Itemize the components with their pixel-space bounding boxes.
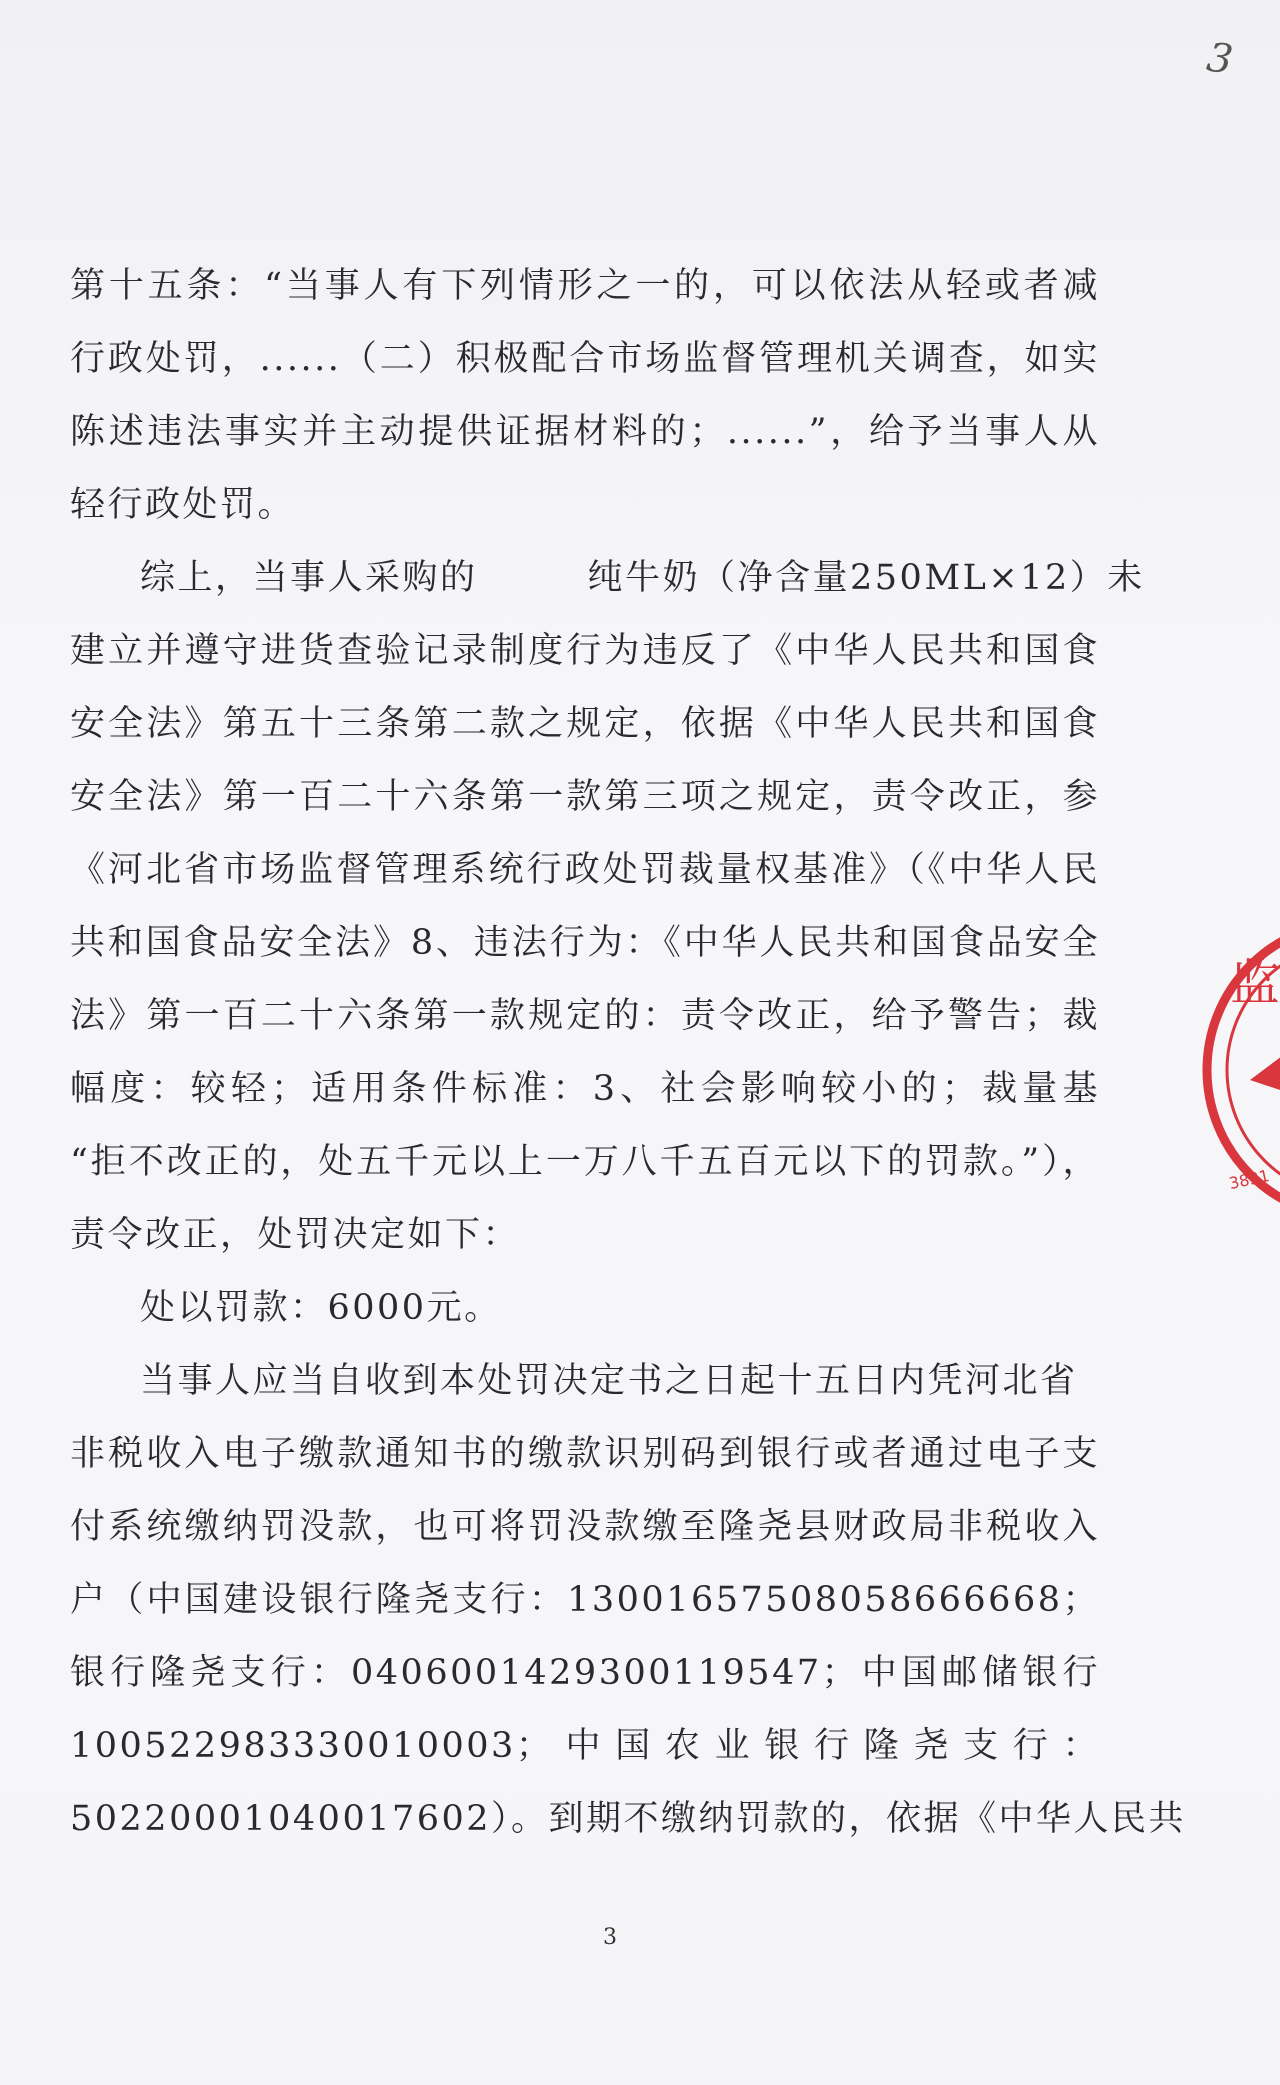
- text-line: 责令改正，处罚决定如下：: [70, 1215, 521, 1255]
- text-line: 幅度：较轻；适用条件标准：3、社会影响较小的；裁量基: [70, 1069, 1100, 1109]
- seal-code: 3831: [1227, 1166, 1272, 1194]
- text-line: 50220001040017602）。到期不缴纳罚款的，依据《中华人民共: [70, 1799, 1187, 1839]
- text-line: 行政处罚，......（二）积极配合市场监督管理机关调查，如实: [70, 339, 1100, 379]
- text-line: 银行隆尧支行：0406001429300119547；中国邮储银行: [70, 1653, 1100, 1693]
- text-line: 付系统缴纳罚没款，也可将罚没款缴至隆尧县财政局非税收入: [70, 1507, 1100, 1547]
- text-line: 《河北省市场监督管理系统行政处罚裁量权基准》（《中华人民: [70, 850, 1100, 890]
- text-line: 安全法》第一百二十六条第一款第三项之规定，责令改正，参: [70, 777, 1100, 817]
- text-line: 当事人应当自收到本处罚决定书之日起十五日内凭河北省: [140, 1361, 1078, 1401]
- text-segment: 综上，当事人采购的: [140, 558, 478, 598]
- handwritten-page-mark: 3: [1203, 34, 1236, 84]
- text-line: 100522983330010003；中国农业银行隆尧支行：: [70, 1726, 1100, 1766]
- text-line: 非税收入电子缴款通知书的缴款识别码到银行或者通过电子支: [70, 1434, 1100, 1474]
- seal-star-fragment: [1250, 1035, 1280, 1100]
- text-line: 第十五条：“当事人有下列情形之一的，可以依法从轻或者减: [70, 266, 1100, 306]
- text-line: 轻行政处罚。: [70, 485, 296, 525]
- text-line: 共和国食品安全法》8、违法行为：《中华人民共和国食品安全: [70, 923, 1100, 963]
- text-line: 陈述违法事实并主动提供证据材料的；......”，给予当事人从: [70, 412, 1100, 452]
- seal-character: 监: [1230, 954, 1280, 1012]
- official-seal-icon: [1190, 905, 1280, 1235]
- text-line: “拒不改正的，处五千元以上一万八千五百元以下的罚款。”），: [70, 1142, 1100, 1182]
- page-number: 3: [603, 1925, 617, 1950]
- document-body: [70, 250, 1187, 1856]
- text-line: 建立并遵守进货查验记录制度行为违反了《中华人民共和国食: [70, 631, 1100, 671]
- text-line: 法》第一百二十六条第一款规定的：责令改正，给予警告；裁: [70, 996, 1100, 1036]
- penalty-line: 处以罚款：6000元。: [140, 1288, 502, 1328]
- text-segment: 纯牛奶（净含量250ML×12）未: [587, 558, 1145, 598]
- text-line: 安全法》第五十三条第二款之规定，依据《中华人民共和国食: [70, 704, 1100, 744]
- text-line: 户（中国建设银行隆尧支行：13001657508058666668；: [70, 1580, 1100, 1620]
- text-line: [70, 542, 1145, 615]
